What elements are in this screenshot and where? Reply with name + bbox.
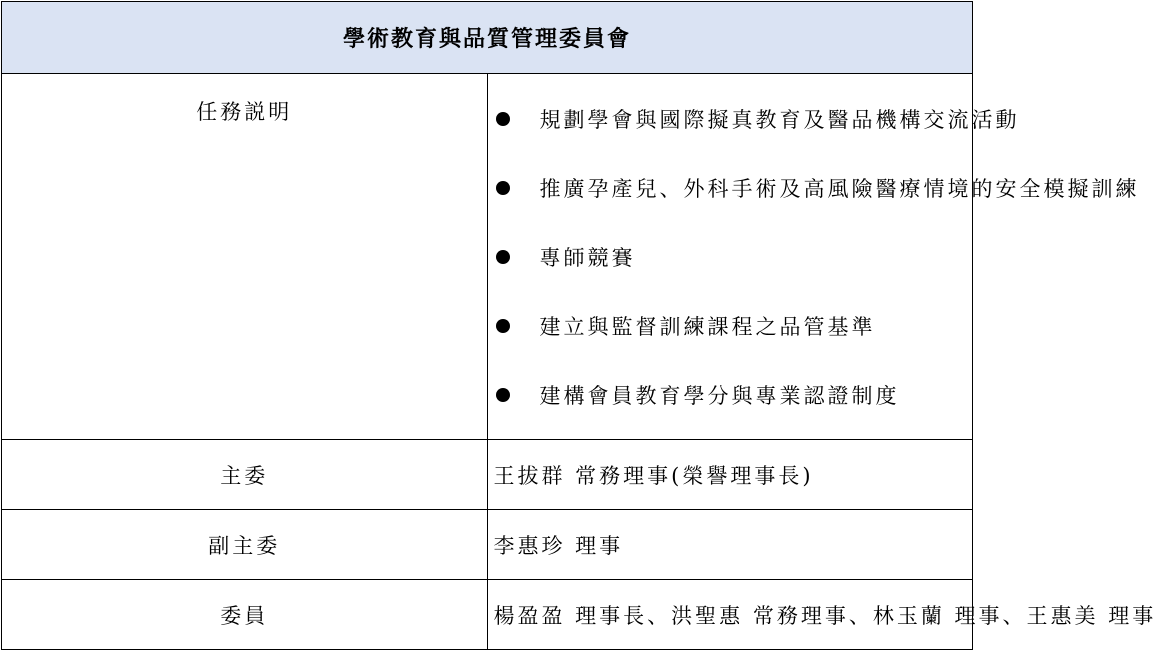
duty-item: [488, 291, 973, 360]
vice-chair-row: [2, 510, 973, 580]
duty-item: [488, 84, 1020, 153]
duty-item: [488, 360, 973, 429]
vice-chair-value: 李惠珍 理事: [487, 510, 973, 580]
duty-text: 建立與監督訓練課程之品管基準: [539, 314, 876, 339]
committee-title: 學術教育與品質管理委員會: [2, 2, 973, 74]
duty-text: 規劃學會與國際擬真教育及醫品機構交流活動: [539, 107, 1020, 132]
duty-item: [488, 153, 1140, 222]
duty-text: 專師競賽: [539, 245, 636, 270]
chair-value: 王拔群 常務理事(榮譽理事長): [487, 440, 973, 510]
duties-label: 任務説明: [2, 74, 488, 440]
duty-item: [488, 222, 973, 291]
bullet-icon: [496, 250, 510, 264]
committee-table: [1, 1, 1156, 650]
bullet-icon: [496, 388, 510, 402]
members-row: [2, 580, 973, 650]
duties-row: [2, 74, 973, 440]
duty-text: 建構會員教育學分與專業認證制度: [539, 383, 900, 408]
header-row: [2, 2, 973, 74]
duty-text: 推廣孕產兒、外科手術及高風險醫療情境的安全模擬訓練: [539, 176, 1140, 201]
members-label: 委員: [2, 580, 488, 650]
duty-list: [488, 84, 1140, 429]
chair-row: [2, 440, 973, 510]
bullet-icon: [496, 181, 510, 195]
vice-chair-label: 副主委: [2, 510, 488, 580]
members-value: 楊盈盈 理事長、洪聖惠 常務理事、林玉蘭 理事、王惠美 理事: [487, 580, 973, 650]
bullet-icon: [496, 319, 510, 333]
duties-content: [487, 74, 1140, 440]
chair-label: 主委: [2, 440, 488, 510]
bullet-icon: [496, 112, 510, 126]
